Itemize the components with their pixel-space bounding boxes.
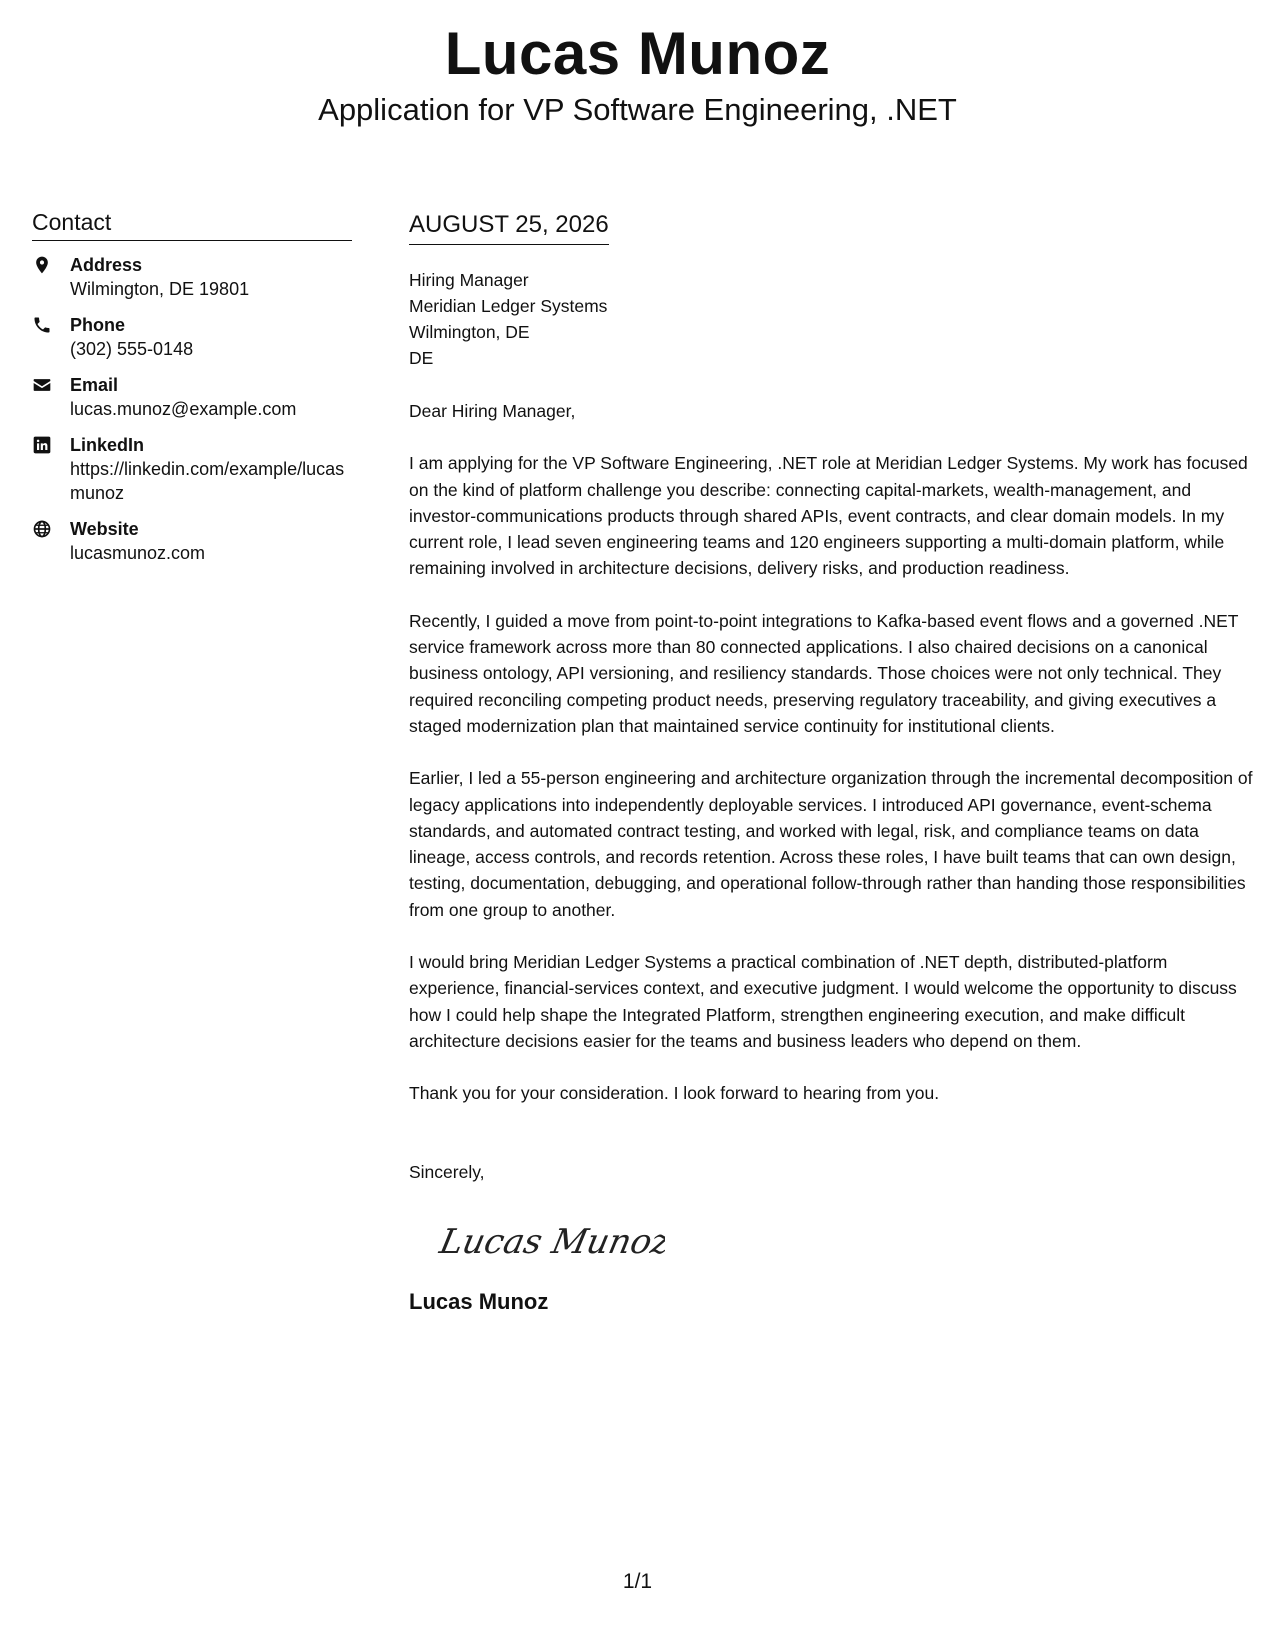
- letter-paragraph: I am applying for the VP Software Engineering, .NET role at Meridian Ledger Systems. My work has focused on the kind of platform challenge you describe: connecting capital-markets, wealth-management, and investor-communications products through shared APIs, event contracts, and clear domain models. In my current role, I lead seven engineering teams and 120 engineers supporting a multi-domain platform, while remaining involved in architecture decisions, delivery risks, and production readiness.: [409, 453, 1248, 579]
- contact-phone: [32, 313, 352, 361]
- linkedin-value[interactable]: https://linkedin.com/example/lucasmunoz: [70, 459, 345, 503]
- contact-sidebar: [32, 206, 352, 577]
- applicant-name: Lucas Munoz: [444, 20, 831, 87]
- phone-value: (302) 555-0148: [70, 339, 194, 359]
- contact-heading: Contact: [32, 206, 352, 241]
- letter-closing: Sincerely,: [409, 1161, 485, 1182]
- map-pin-icon: [32, 255, 54, 277]
- recipient-line: Meridian Ledger Systems: [409, 296, 608, 316]
- address-label: Address: [70, 255, 143, 275]
- linkedin-label: LinkedIn: [70, 435, 145, 455]
- letter-body: [409, 208, 1254, 1315]
- page-number: 1/1: [622, 1570, 653, 1593]
- letter-header: [0, 18, 1275, 130]
- email-value[interactable]: lucas.munoz@example.com: [70, 399, 297, 419]
- email-label: Email: [70, 375, 119, 395]
- letter-paragraph: Recently, I guided a move from point-to-point integrations to Kafka-based event flows and a governed .NET service framework across more than 80 connected applications. I also chaired decisions on a canonical business ontology, API versioning, and resiliency standards. Those choices were not only technical. They required reconciling competing product needs, preserving regulatory traceability, and giving executives a staged modernization plan that maintained service continuity for institutional clients.: [409, 610, 1239, 736]
- contact-address: [32, 253, 352, 301]
- letter-paragraph: I would bring Meridian Ledger Systems a practical combination of .NET depth, distributed-platform experience, financial-services context, and executive judgment. I would welcome the opportunity to discuss how I could help shape the Integrated Platform, strengthen engineering execution, and make difficult architecture decisions easier for the teams and business leaders who depend on them.: [409, 952, 1237, 1051]
- website-label: Website: [70, 519, 139, 539]
- application-subtitle: Application for VP Software Engineering, .NET: [318, 92, 957, 127]
- signature-graphic: [435, 1211, 665, 1269]
- globe-icon: [32, 519, 54, 541]
- phone-label: Phone: [70, 315, 126, 335]
- letter-date: AUGUST 25, 2026: [409, 208, 609, 245]
- recipient-line: DE: [409, 348, 434, 368]
- website-value[interactable]: lucasmunoz.com: [70, 543, 206, 563]
- recipient-block: [409, 267, 1254, 371]
- svg-text:Lucas Munoz: Lucas Munoz: [436, 1222, 665, 1262]
- contact-linkedin: [32, 433, 352, 505]
- signer-name: Lucas Munoz: [409, 1288, 549, 1314]
- recipient-line: Wilmington, DE: [409, 322, 530, 342]
- recipient-line: Hiring Manager: [409, 270, 529, 290]
- contact-email: [32, 373, 352, 421]
- linkedin-icon: [32, 435, 54, 457]
- letter-paragraph: Thank you for your consideration. I look forward to hearing from you.: [409, 1083, 940, 1104]
- letter-greeting: Dear Hiring Manager,: [409, 401, 576, 421]
- handwritten-signature: [435, 1211, 1254, 1269]
- phone-icon: [32, 315, 54, 337]
- address-value: Wilmington, DE 19801: [70, 279, 250, 299]
- envelope-icon: [32, 375, 54, 397]
- contact-website: [32, 517, 352, 565]
- letter-paragraph: Earlier, I led a 55-person engineering and architecture organization through the incremental decomposition of legacy applications into independently deployable services. I introduced API governance, event-schema standards, and automated contract testing, and worked with legal, risk, and compliance teams on data lineage, access controls, and records retention. Across these roles, I have built teams that can own design, testing, documentation, debugging, and operational follow-through rather than handing those responsibilities from one group to another.: [409, 768, 1253, 920]
